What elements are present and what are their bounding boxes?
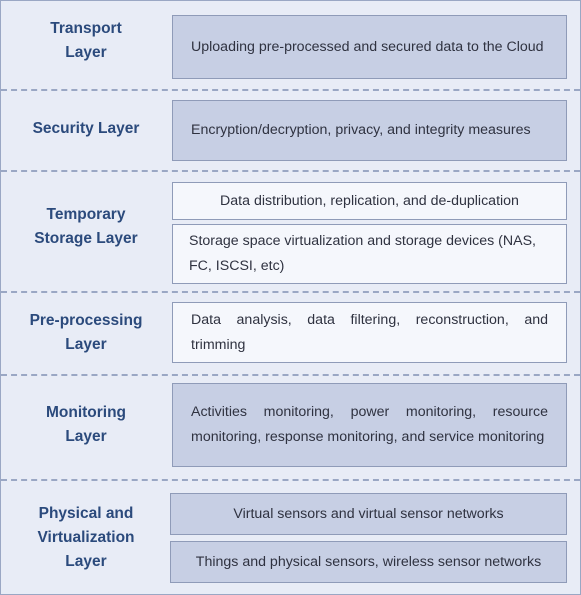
transport-layer-description: Uploading pre-processed and secured data to the Cloud — [191, 38, 544, 55]
temporary-storage-layer-title: Temporary Storage Layer — [34, 206, 138, 247]
layer-divider — [1, 291, 580, 293]
layer-divider — [1, 170, 580, 172]
pre-processing-layer-box — [172, 302, 567, 363]
security-layer-description: Encryption/decryption, privacy, and integrity measures — [191, 122, 531, 138]
physical-virtualization-description-2: Things and physical sensors, wireless sensor networks — [195, 553, 542, 570]
security-layer-title: Security Layer — [32, 120, 140, 137]
monitoring-layer-title: Monitoring Layer — [45, 404, 127, 445]
physical-virtualization-layer-title: Physical and Virtualization Layer — [37, 505, 135, 570]
monitoring-layer-box — [172, 383, 567, 467]
temporary-storage-description-2: Storage space virtualization and storage devices (NAS, FC, ISCSI, etc) — [189, 233, 536, 274]
physical-virtualization-box-2 — [170, 541, 567, 583]
pre-processing-layer-description: Data analysis, data filtering, reconstruction, and trimming — [191, 311, 548, 353]
layer-divider — [1, 374, 580, 376]
temporary-storage-box-2 — [172, 224, 567, 284]
transport-layer-title: Transport Layer — [50, 20, 122, 61]
layer-divider — [1, 479, 580, 481]
transport-layer-box — [172, 15, 567, 79]
temporary-storage-description-1: Data distribution, replication, and de-duplication — [220, 192, 519, 209]
monitoring-layer-description: Activities monitoring, power monitoring, resource monitoring, response monitoring, and service monitoring — [191, 404, 548, 445]
security-layer-box — [172, 100, 567, 161]
physical-virtualization-description-1: Virtual sensors and virtual sensor networks — [233, 505, 504, 522]
temporary-storage-box-1 — [172, 182, 567, 220]
physical-virtualization-box-1 — [170, 493, 567, 535]
pre-processing-layer-title: Pre-processing Layer — [29, 312, 143, 353]
layer-divider — [1, 89, 580, 91]
